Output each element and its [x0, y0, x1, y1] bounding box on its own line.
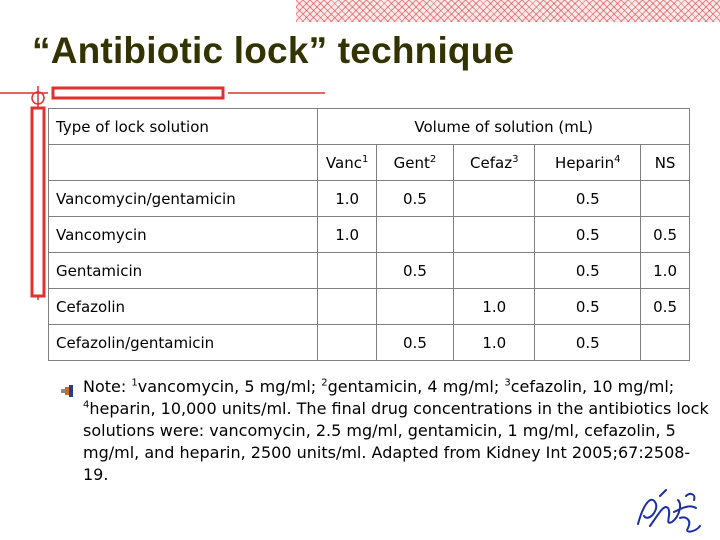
table-subheader-row — [49, 145, 690, 181]
table-row — [49, 253, 690, 289]
row-label-cell: Vancomycin/gentamicin — [49, 181, 318, 217]
value-cell: 1.0 — [454, 289, 535, 325]
value-cell — [376, 289, 453, 325]
note-bullet — [60, 376, 710, 486]
red-side-bar — [32, 108, 44, 296]
value-cell: 0.5 — [641, 217, 690, 253]
value-cell: 0.5 — [376, 253, 453, 289]
table-header-row — [49, 109, 690, 145]
bullet-marker-icon — [60, 376, 83, 486]
value-cell — [454, 181, 535, 217]
subheader-cell: Heparin$^4$ — [535, 145, 641, 181]
value-cell: 0.5 — [376, 181, 453, 217]
value-cell: 1.0 — [318, 181, 376, 217]
red-bar — [53, 88, 223, 98]
row-label-cell: Cefazolin/gentamicin — [49, 325, 318, 361]
row-label-cell: Vancomycin — [49, 217, 318, 253]
empty-header-cell — [49, 145, 318, 181]
value-cell: 0.5 — [641, 289, 690, 325]
subheader-cell: Vanc$^1$ — [318, 145, 376, 181]
value-cell — [641, 325, 690, 361]
hatched-band-decoration — [296, 0, 720, 22]
value-cell — [376, 217, 453, 253]
value-cell — [454, 253, 535, 289]
value-cell: 1.0 — [454, 325, 535, 361]
row-label-cell: Gentamicin — [49, 253, 318, 289]
column-header-type: Type of lock solution — [49, 109, 318, 145]
value-cell — [454, 217, 535, 253]
value-cell: 0.5 — [535, 289, 641, 325]
signature-scribble-icon — [630, 482, 706, 538]
value-cell: 0.5 — [535, 217, 641, 253]
value-cell — [318, 253, 376, 289]
subheader-cell: Gent$^2$ — [376, 145, 453, 181]
value-cell: 0.5 — [535, 181, 641, 217]
table-row — [49, 325, 690, 361]
table-row — [49, 217, 690, 253]
subheader-cell: NS — [641, 145, 690, 181]
antibiotic-lock-table — [48, 108, 690, 361]
value-cell — [318, 289, 376, 325]
value-cell: 1.0 — [641, 253, 690, 289]
value-cell: 0.5 — [535, 253, 641, 289]
value-cell — [318, 325, 376, 361]
row-label-cell: Cefazolin — [49, 289, 318, 325]
table-row — [49, 289, 690, 325]
column-header-volume: Volume of solution (mL) — [318, 109, 690, 145]
note-text: Note: $^1$vancomycin, 5 mg/ml; $^2$gentamicin, 4 mg/ml; $^3$cefazolin, 10 mg/ml; $^4$heparin, 10,000 units/ml. The final drug concentrations in the antibiotics lock solutions were: vancomycin, 2.5 mg/ml, gentamicin, 1 mg/ml, cefazolin, 5 mg/ml, and heparin, 2500 units/ml. Adapted from Kidney Int 2005;67:2508-19. — [83, 377, 709, 484]
value-cell — [641, 181, 690, 217]
value-cell: 1.0 — [318, 217, 376, 253]
subheader-cell: Cefaz$^3$ — [454, 145, 535, 181]
table-row — [49, 181, 690, 217]
value-cell: 0.5 — [535, 325, 641, 361]
value-cell: 0.5 — [376, 325, 453, 361]
page-title: “Antibiotic lock” technique — [32, 30, 515, 71]
